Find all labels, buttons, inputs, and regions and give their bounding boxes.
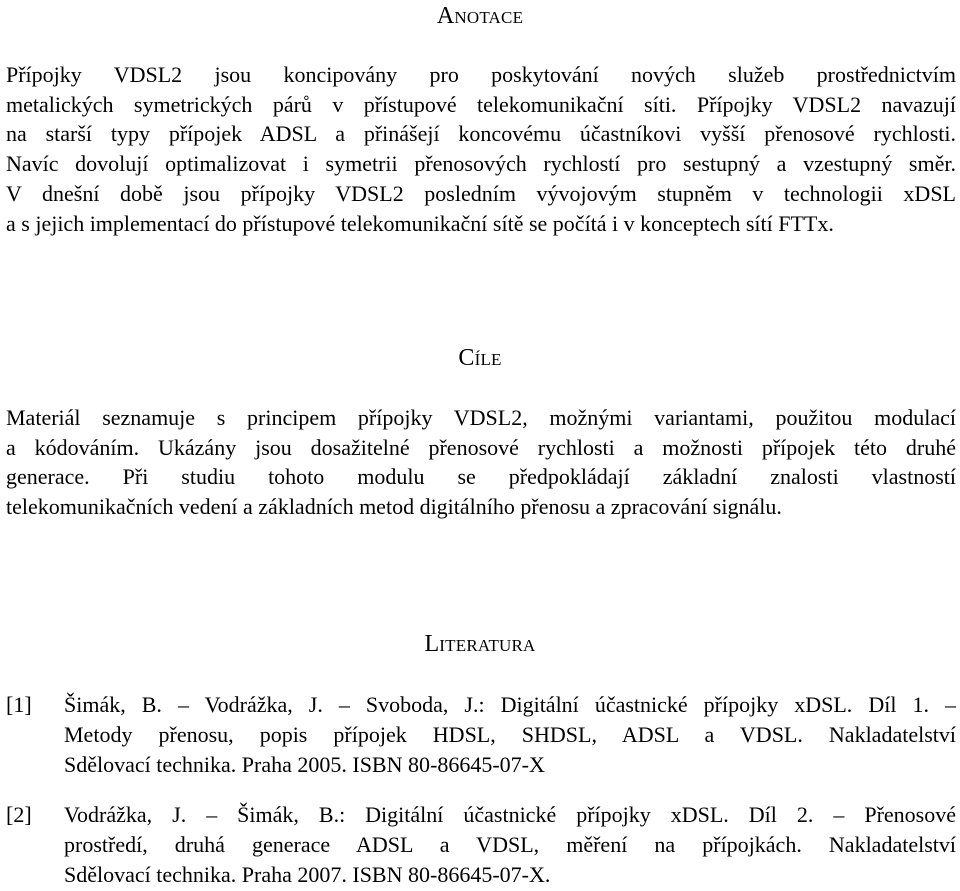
reference-item bbox=[6, 800, 956, 890]
reference-number: [2] bbox=[6, 802, 32, 827]
reference-line: Vodrážka, J. – Šimák, B.: Digitální účastnické přípojky xDSL. Díl 2. – Přenosové bbox=[64, 802, 956, 827]
cile-line: telekomunikačních vedení a základních metod digitálního přenosu a zpracování signálu. bbox=[6, 494, 782, 520]
reference-item bbox=[6, 690, 956, 780]
reference-number: [1] bbox=[6, 692, 32, 717]
cile-line: Materiál seznamuje s principem přípojky VDSL2, možnými variantami, použitou modulací bbox=[6, 405, 956, 430]
cile-heading: Cíle bbox=[458, 345, 502, 371]
anotace-line: V dnešní době jsou přípojky VDSL2 posledním vývojovým stupněm v technologii xDSL bbox=[6, 180, 956, 206]
literatura-heading: Literatura bbox=[424, 631, 536, 657]
reference-text bbox=[64, 800, 956, 890]
anotace-paragraph bbox=[6, 60, 956, 238]
anotace-line: Navíc dovolují optimalizovat i symetrii přenosových rychlostí pro sestupný a vzestupný směr. bbox=[6, 151, 956, 177]
reference-line: prostředí, druhá generace ADSL a VDSL, měření na přípojkách. Nakladatelství bbox=[64, 832, 956, 857]
anotace-line: metalických symetrických párů v přístupové telekomunikační síti. Přípojky VDSL2 navazují bbox=[6, 91, 956, 117]
anotace-line: na starší typy přípojek ADSL a přinášejí koncovému účastníkovi vyšší přenosové rychlosti. bbox=[6, 121, 956, 147]
reference-line: Sdělovací technika. Praha 2005. ISBN 80-86645-07-X bbox=[64, 752, 545, 777]
cile-line: a kódováním. Ukázány jsou dosažitelné přenosové rychlosti a možnosti přípojek této druhé bbox=[6, 434, 956, 460]
anotace-line: Přípojky VDSL2 jsou koncipovány pro poskytování nových služeb prostřednictvím bbox=[6, 62, 956, 87]
cile-paragraph bbox=[6, 403, 956, 522]
reference-line: Šimák, B. – Vodrážka, J. – Svoboda, J.: Digitální účastnické přípojky xDSL. Díl 1. – bbox=[64, 692, 956, 717]
reference-line: Sdělovací technika. Praha 2007. ISBN 80-86645-07-X. bbox=[64, 862, 551, 887]
reference-list bbox=[6, 690, 956, 890]
reference-line: Metody přenosu, popis přípojek HDSL, SHDSL, ADSL a VDSL. Nakladatelství bbox=[64, 722, 956, 747]
cile-line: generace. Při studiu tohoto modulu se předpokládají základní znalosti vlastností bbox=[6, 464, 956, 490]
anotace-heading: Anotace bbox=[436, 3, 524, 29]
reference-text bbox=[64, 690, 956, 780]
anotace-line: a s jejich implementací do přístupové telekomunikační sítě se počítá i v konceptech sítí FTTx. bbox=[6, 210, 834, 236]
